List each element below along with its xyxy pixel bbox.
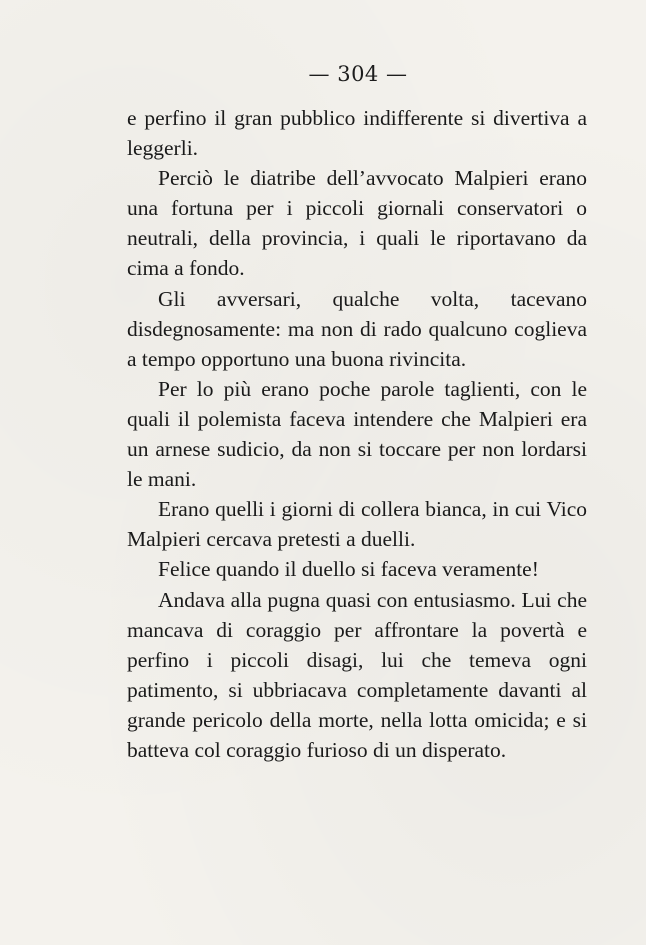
paragraph: Gli avversari, qualche volta, tacevano disdegnosamente: ma non di rado qualcuno coglieva a tempo opportuno una buona rivincita.: [127, 286, 587, 371]
paragraph: Erano quelli i giorni di collera bianca, in cui Vico Malpieri cercava pretesti a duelli.: [127, 497, 587, 552]
paragraph: Perciò le diatribe dell’avvocato Malpieri erano una fortuna per i piccoli giornali conservatori o neutrali, della provincia, i quali le riportavano da cima a fondo.: [127, 166, 587, 281]
paragraph: Andava alla pugna quasi con entusiasmo. Lui che mancava di coraggio per affrontare la povertà e perfino i piccoli disagi, lui che temeva ogni patimento, si ubbriacava completamente davanti al grande pericolo della morte, nella lotta omicida; e si batteva col coraggio furioso di un disperato.: [127, 587, 587, 762]
paragraph-continuation: e perfino il gran pubblico indifferente si divertiva a leggerli.: [127, 106, 587, 161]
page-number: — 304 —: [308, 62, 408, 86]
body-text: [127, 103, 587, 765]
paragraph: Per lo più erano poche parole taglienti, con le quali il polemista faceva intendere che Malpieri era un arnese sudicio, da non si toccare per non lordarsi le mani.: [127, 376, 587, 492]
paragraph: Felice quando il duello si faceva veramente!: [158, 557, 539, 582]
